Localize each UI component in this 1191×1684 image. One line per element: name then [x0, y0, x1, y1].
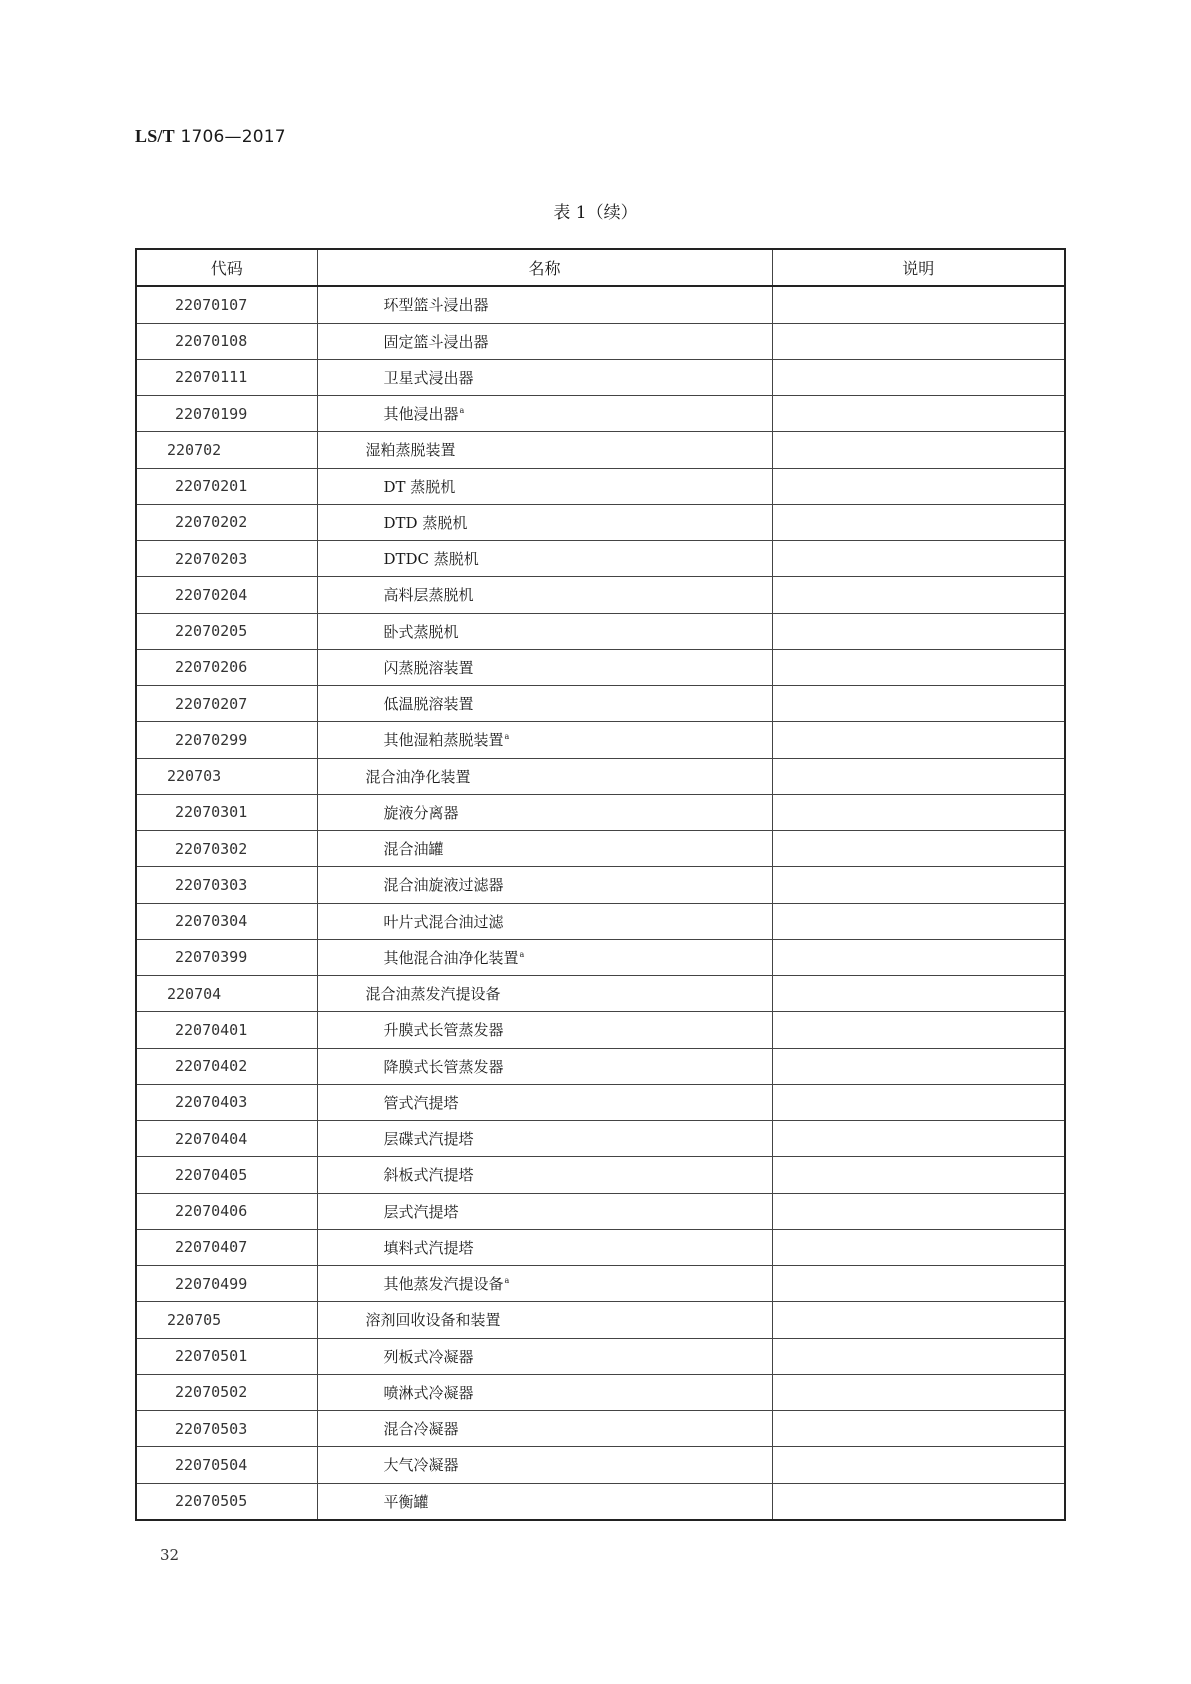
table-row [136, 286, 1065, 323]
cell-note [772, 504, 1065, 540]
footnote-mark: a [519, 949, 525, 959]
item-name: 溶剂回收设备和装置 [365, 1311, 501, 1330]
item-name: 混合油旋液过滤器 [383, 876, 504, 895]
item-name: 填料式汽提塔 [383, 1238, 474, 1257]
cell-code: 22070502 [136, 1374, 317, 1410]
cell-note [772, 758, 1065, 794]
cell-code: 22070405 [136, 1157, 317, 1193]
item-name: 喷淋式冷凝器 [383, 1383, 474, 1402]
cell-code: 22070205 [136, 613, 317, 649]
cell-note [772, 867, 1065, 903]
cell-name [317, 577, 772, 613]
cell-note [772, 359, 1065, 395]
cell-code: 22070207 [136, 686, 317, 722]
table-row [136, 831, 1065, 867]
table-row [136, 1229, 1065, 1265]
footnote-mark: a [504, 732, 510, 742]
item-name: 混合油罐 [383, 840, 444, 859]
table-row [136, 1084, 1065, 1120]
cell-note [772, 1411, 1065, 1447]
cell-note [772, 613, 1065, 649]
table-row [136, 323, 1065, 359]
cell-name [317, 468, 772, 504]
item-name: 卫星式浸出器 [383, 368, 474, 387]
cell-name [317, 1193, 772, 1229]
cell-code: 22070406 [136, 1193, 317, 1229]
table-row [136, 1157, 1065, 1193]
table-row [136, 1483, 1065, 1520]
item-name: DTD 蒸脱机 [383, 513, 468, 532]
standard-header [135, 126, 286, 147]
cell-note [772, 1374, 1065, 1410]
table-row [136, 686, 1065, 722]
cell-code: 22070304 [136, 903, 317, 939]
cell-name [317, 432, 772, 468]
cell-name [317, 686, 772, 722]
cell-code: 22070399 [136, 939, 317, 975]
cell-name [317, 1266, 772, 1302]
item-name: 降膜式长管蒸发器 [383, 1057, 504, 1076]
table-row [136, 577, 1065, 613]
item-name: 闪蒸脱溶装置 [383, 658, 474, 677]
cell-code: 22070499 [136, 1266, 317, 1302]
cell-note [772, 939, 1065, 975]
table-row [136, 939, 1065, 975]
cell-code: 22070206 [136, 649, 317, 685]
item-name: 平衡罐 [383, 1492, 429, 1511]
cell-code: 22070404 [136, 1121, 317, 1157]
cell-code: 22070407 [136, 1229, 317, 1265]
cell-name [317, 1157, 772, 1193]
standard-prefix: LS/T [135, 126, 175, 146]
cell-note [772, 976, 1065, 1012]
page-number: 32 [160, 1546, 180, 1564]
cell-code: 22070403 [136, 1084, 317, 1120]
table-row [136, 1302, 1065, 1338]
item-name: DTDC 蒸脱机 [383, 550, 479, 569]
cell-code: 220702 [136, 432, 317, 468]
table-header-row [136, 249, 1065, 286]
cell-note [772, 1229, 1065, 1265]
item-name: 层碟式汽提塔 [383, 1130, 474, 1149]
table-row [136, 504, 1065, 540]
table-row [136, 1121, 1065, 1157]
item-name: 列板式冷凝器 [383, 1347, 474, 1366]
cell-note [772, 794, 1065, 830]
cell-name [317, 722, 772, 758]
item-name: 高料层蒸脱机 [383, 586, 474, 605]
column-header-code: 代码 [136, 249, 317, 286]
cell-name [317, 794, 772, 830]
cell-name [317, 504, 772, 540]
item-name: 湿粕蒸脱装置 [365, 441, 456, 460]
table-row [136, 794, 1065, 830]
cell-name [317, 1302, 772, 1338]
cell-note [772, 1266, 1065, 1302]
cell-name [317, 1012, 772, 1048]
cell-code: 22070301 [136, 794, 317, 830]
cell-code: 22070402 [136, 1048, 317, 1084]
cell-name [317, 939, 772, 975]
cell-code: 22070503 [136, 1411, 317, 1447]
cell-name [317, 1447, 772, 1483]
cell-code: 22070203 [136, 541, 317, 577]
cell-name [317, 541, 772, 577]
item-name: 其他浸出器 [383, 405, 459, 424]
cell-note [772, 432, 1065, 468]
table-row [136, 541, 1065, 577]
column-header-note: 说明 [772, 249, 1065, 286]
cell-note [772, 1447, 1065, 1483]
cell-code: 220703 [136, 758, 317, 794]
cell-code: 22070108 [136, 323, 317, 359]
cell-name [317, 1483, 772, 1520]
table-row [136, 396, 1065, 432]
cell-note [772, 722, 1065, 758]
cell-code: 22070505 [136, 1483, 317, 1520]
table-row [136, 613, 1065, 649]
cell-name [317, 758, 772, 794]
cell-note [772, 1084, 1065, 1120]
cell-note [772, 1012, 1065, 1048]
cell-name [317, 396, 772, 432]
cell-code: 220704 [136, 976, 317, 1012]
cell-note [772, 577, 1065, 613]
item-name: 低温脱溶装置 [383, 695, 474, 714]
cell-code: 22070111 [136, 359, 317, 395]
cell-note [772, 1157, 1065, 1193]
item-name: 管式汽提塔 [383, 1093, 459, 1112]
cell-name [317, 1048, 772, 1084]
cell-code: 22070202 [136, 504, 317, 540]
cell-name [317, 323, 772, 359]
cell-code: 22070201 [136, 468, 317, 504]
cell-code: 22070504 [136, 1447, 317, 1483]
item-name: 其他蒸发汽提设备 [383, 1275, 504, 1294]
cell-name [317, 867, 772, 903]
table-row [136, 1447, 1065, 1483]
table-row [136, 1374, 1065, 1410]
table-row [136, 1411, 1065, 1447]
item-name: 升膜式长管蒸发器 [383, 1021, 504, 1040]
item-name: 其他湿粕蒸脱装置 [383, 731, 504, 750]
cell-note [772, 903, 1065, 939]
item-name: 环型篮斗浸出器 [383, 296, 489, 315]
cell-note [772, 468, 1065, 504]
table-row [136, 1048, 1065, 1084]
cell-name [317, 286, 772, 323]
cell-note [772, 1483, 1065, 1520]
item-name: 斜板式汽提塔 [383, 1166, 474, 1185]
footnote-mark: a [504, 1276, 510, 1286]
cell-note [772, 649, 1065, 685]
cell-note [772, 686, 1065, 722]
cell-note [772, 541, 1065, 577]
table-row [136, 722, 1065, 758]
cell-code: 22070199 [136, 396, 317, 432]
table-row [136, 903, 1065, 939]
table-row [136, 976, 1065, 1012]
cell-note [772, 1121, 1065, 1157]
cell-note [772, 396, 1065, 432]
table-body [136, 286, 1065, 1520]
table-row [136, 1193, 1065, 1229]
cell-name [317, 1374, 772, 1410]
cell-name [317, 359, 772, 395]
cell-note [772, 1338, 1065, 1374]
cell-name [317, 831, 772, 867]
cell-note [772, 323, 1065, 359]
item-name: 混合冷凝器 [383, 1420, 459, 1439]
table-row [136, 758, 1065, 794]
standard-number: 1706—2017 [180, 127, 286, 147]
cell-code: 22070204 [136, 577, 317, 613]
table-row [136, 359, 1065, 395]
table-row [136, 649, 1065, 685]
table-row [136, 867, 1065, 903]
item-name: 卧式蒸脱机 [383, 622, 459, 641]
cell-note [772, 1048, 1065, 1084]
cell-name [317, 903, 772, 939]
footnote-mark: a [459, 406, 465, 416]
cell-name [317, 1229, 772, 1265]
cell-note [772, 286, 1065, 323]
table-title: 表 1（续） [553, 203, 638, 223]
cell-code: 220705 [136, 1302, 317, 1338]
cell-note [772, 1193, 1065, 1229]
cell-name [317, 613, 772, 649]
table-row [136, 1338, 1065, 1374]
equipment-code-table [135, 248, 1066, 1521]
cell-name [317, 649, 772, 685]
item-name: DT 蒸脱机 [383, 477, 456, 496]
cell-code: 22070107 [136, 286, 317, 323]
cell-name [317, 1411, 772, 1447]
cell-name [317, 976, 772, 1012]
cell-name [317, 1084, 772, 1120]
cell-name [317, 1121, 772, 1157]
item-name: 混合油净化装置 [365, 767, 471, 786]
item-name: 固定篮斗浸出器 [383, 332, 489, 351]
cell-note [772, 1302, 1065, 1338]
cell-code: 22070501 [136, 1338, 317, 1374]
table-row [136, 432, 1065, 468]
item-name: 其他混合油净化装置 [383, 948, 519, 967]
column-header-name: 名称 [317, 249, 772, 286]
item-name: 层式汽提塔 [383, 1202, 459, 1221]
cell-note [772, 831, 1065, 867]
cell-code: 22070401 [136, 1012, 317, 1048]
cell-code: 22070303 [136, 867, 317, 903]
table-row [136, 1266, 1065, 1302]
item-name: 旋液分离器 [383, 803, 459, 822]
item-name: 大气冷凝器 [383, 1456, 459, 1475]
table-row [136, 1012, 1065, 1048]
cell-name [317, 1338, 772, 1374]
table-row [136, 468, 1065, 504]
cell-code: 22070302 [136, 831, 317, 867]
item-name: 混合油蒸发汽提设备 [365, 985, 501, 1004]
cell-code: 22070299 [136, 722, 317, 758]
item-name: 叶片式混合油过滤 [383, 912, 504, 931]
